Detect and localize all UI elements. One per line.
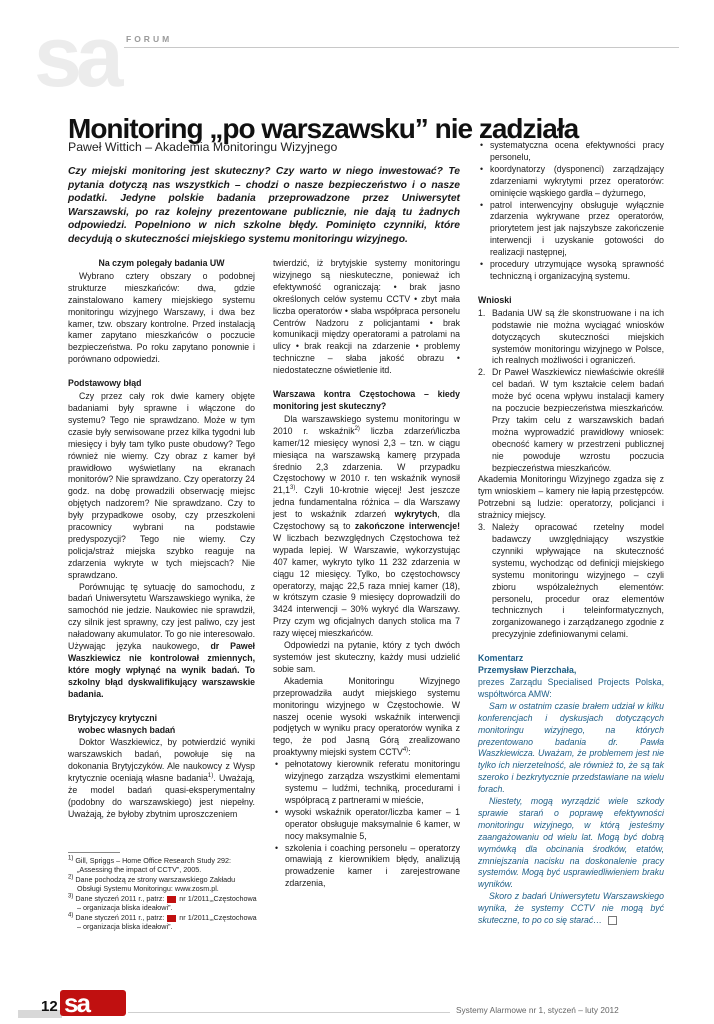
- paragraph: Dla warszawskiego systemu monitoringu w 2010 r. wskaźnik$^{2)}$ liczba zdarzeń/liczba kamer/12 miesięcy wynosi 2,3 – tzn. w ciągu miesiąca na warszawską kamerę przypada średnio 2,3 zdarzenia. W przypadku Częstochowy w 2010 r. ten wskaźnik wynosił 21,1$^{3)}$. Czyli 10-krotnie więcej! Jest jeszcze jedna fundamentalna różnica – dla Warszawy jest to wskaźnik zdarzeń wykrytych, dla Częstochowy są to zakończone interwencje! W liczbach bezwzględnych Częstochowa też wypada lepiej. W Warszawie, wykorzystując 407 kamer, wykryto tylko 11 232 zdarzenia w ciągu 12 miesięcy. Tylko, bo częstochowscy operatorzy, mając 22,5 raza mniej kamer (18), w krótszym czasie 9 miesięcy doprowadzili do 3424 interwencji – 30% wykryć dla Warszawy. Przy czym wg oficjalnych danych stolica ma 7 razy więcej mieszkańców.: [273, 413, 461, 639]
- footnote: $^{3)}$ Dane styczeń 2011 r., patrz: nr 1/2011,„Częstochowa – organizacja bliska ideałowi”.: [68, 893, 257, 913]
- paragraph: Odpowiedzi na pytanie, który z tych dwóch systemów jest skuteczny, każdy musi udzielić sobie sam.: [273, 640, 460, 674]
- komentarz-role: prezes Zarządu Specialised Projects Polska, współtwórca AMW:: [478, 676, 664, 699]
- section-heading: Brytyjczycy krytyczni wobec własnych badań: [68, 712, 176, 735]
- paragraph: Doktor Waszkiewicz, by potwierdzić wyniki warszawskich badań, powołuje się na dokonania Brytyjczyków. Ale naukowcy z Wysp krytycznie oceniają własne badania$^{1)}$. Uważają, że model badań quasi-eksperymentalny (podobny do warszawskiego) jest niepełny. Uważają, że byłoby zbytnim uproszczeniem: [68, 737, 255, 819]
- paragraph: Porównując tę sytuację do samochodu, z badań Uniwersytetu Warszawskiego wynika, że samochód nie jedzie. Naukowiec nie sprawdził, czy silnik jest sprawny, czy jest paliwo, czy jest naładowany akumulator. To go nie interesowało. Używając języka naukowego, dr Paweł Waszkiewicz nie kontrolował zmiennych, które mogły wpłynąć na wynik badań. To szkolny błąd dyskwalifikujący warszawskie badania.: [68, 581, 255, 699]
- end-mark-icon: [608, 916, 617, 925]
- svg-text:sa: sa: [34, 20, 118, 92]
- header-rule: [124, 47, 679, 48]
- numbered-list: [478, 522, 664, 641]
- paragraph: Czy przez cały rok dwie kamery objęte badaniami były sprawne i włączone do systemu? Tego nie sprawdzano. Może w tym czasie były serwisowane przez kilka tygodni lub miesięcy i były tam tylko puste obudowy? Tego również nie wiemy. Czy obraz z kamer był prawidłowo wyświetlany na ekranach monitorów? Nie sprawdzano. Czy operatorzy 24 godz. na dobę prowadzili obserwację miejsc objętych nadzorem? Nie sprawdzano. Czy to były przypadkowe osoby, czy przeszkoleni pracownicy wybrani na podstawie predyspozycji? Tego nie wiemy. Czy policja/straż miejska szybko reaguje na zdarzenia wykryte w tych miejscach? Nie sprawdzano.: [68, 391, 255, 580]
- footnote-rule: [68, 852, 120, 853]
- paragraph: Sam w ostatnim czasie brałem udział w kilku konferencjach i dyskusjach dotyczących monitoringu wizyjnego, na których prezentowano badania dr. Pawła Waszkiewicza. Uważam, że problemem jest nie tylko ich nierzetelność, ale również to, że są tak szeroko i bezkrytycznie przedstawiane na wielu forach.: [478, 700, 664, 795]
- list-item: • wysoki wskaźnik operator/liczba kamer – 1 operator obsługuje maksymalnie 6 kamer, w nocy maksymalnie 5,: [285, 807, 460, 843]
- section-label: FORUM: [126, 34, 173, 44]
- section-heading: Warszawa kontra Częstochowa – kiedy monitoring jest skuteczny?: [273, 389, 460, 411]
- numbered-list: [478, 308, 664, 475]
- section-heading: Wnioski: [478, 294, 512, 305]
- column-2: [273, 258, 460, 890]
- column-1: [68, 258, 255, 821]
- section-heading: Na czym polegały badania UW: [98, 258, 225, 268]
- list-item: 3. Należy opracować rzetelny model badawczy uwzględniający wszystkie czynniki wpływające na skuteczność systemu, wychodząc od definicji miejskiego systemu monitoringu wizyjnego – czyli zbioru współzależnych elementów: personelu, procedur oraz elementów technicznych i teleinformatycznych, zorganizowanego i zarządzanego zgodnie z precyzyjnie zdefiniowanymi celami.: [478, 522, 664, 640]
- footnote: $^{4)}$ Dane styczeń 2011 r., patrz: nr 1/2011,„Częstochowa – organizacja bliska ideałowi”.: [68, 912, 257, 932]
- section-heading: Podstawowy błąd: [68, 378, 142, 389]
- list-item: 1. Badania UW są źle skonstruowane i na ich podstawie nie można wyciągać wniosków dotyczących skuteczności miejskich systemów monitoringu wizyjnego w Polsce, ich realnych możliwości i ograniczeń.: [478, 307, 664, 366]
- column-3: [478, 140, 664, 927]
- footnote: $^{1)}$ Gill, Spriggs – Home Office Research Study 292: „Assessing the impact of CCTV”, 2005.: [68, 855, 232, 875]
- paragraph: Skoro z badań Uniwersytetu Warszawskiego wynika, że systemy CCTV nie mogą być skuteczne, to po co się starać…: [478, 891, 664, 926]
- list-item: • koordynatorzy (dysponenci) zarządzający zdarzeniami wykrytymi przez operatorów: ominięcie wąskiego gardła – dyżurnego,: [490, 164, 664, 200]
- article-lead: Czy miejski monitoring jest skuteczny? Czy warto w niego inwestować? Te pytania dotyczą nas wszystkich – chodzi o nasze bezpieczeństwo i o nasze podatki. Jedyne polskie badania przeprowadzone przez Uniwersytet Warszawski, po raz kolejny prezentowane publicznie, nie dają tu żadnych odpowiedzi. Popelniono w nich szkolne błędy. Pominięto czynniki, które decydują o skuteczności miejskiego systemu monitoringu wizyjnego.: [68, 166, 460, 245]
- footer-rule: [128, 1012, 450, 1013]
- list-item: • systematyczna ocena efektywności pracy personelu,: [490, 140, 664, 164]
- list-item: • procedury utrzymujące wysoką sprawność techniczną i organizacyjną systemu.: [490, 259, 664, 283]
- list-item: • patrol interwencyjny obsługuje wyłącznie zdarzenia wykrywane przez operatorów, priorytetem jest jak najszybsze zakończenie interwencji i uzyskanie gotowości do realizacji następnej,: [490, 200, 664, 260]
- list-item: • pełnotatowy kierownik referatu monitoringu wizyjnego zarządza wszystkimi elementami systemu – ludźmi, techniką, procedurami i współpracą z partnerami w mieście,: [285, 759, 460, 807]
- footnote: $^{2)}$ Dane pochodzą ze strony warszawskiego Zakładu Obsługi Systemu Monitoringu: www.zosm.pl.: [68, 874, 236, 894]
- list-item: 2. Dr Paweł Waszkiewicz niewłaściwie określił cel badań. W tym kształcie celem badań może być ocena wpływu instalacji kamery na poczucie bezpieczeństwa mieszkańców. Przy takim celu z warszawskich badań można wyprowadzić prawidłowy wniosek: obecność kamery w przestrzeni publicznej nie powoduje wzrostu poczucia bezpieczeństwa mieszkańców.: [478, 367, 664, 473]
- footnotes: [68, 856, 260, 932]
- list-item: • szkolenia i coaching personelu – operatorzy omawiają z kierownikiem błędy, analizują prowadzenie kamer i zarejestrowane zdarzenia,: [285, 843, 460, 891]
- komentarz-author: Przemysław Pierzchała,: [478, 665, 577, 676]
- article-title: Monitoring „po warszawsku” nie zadziała: [68, 112, 579, 144]
- page-number: 12: [41, 998, 58, 1015]
- bullet-list: [273, 759, 460, 890]
- article-author: Paweł Wittich – Akademia Monitoringu Wizyjnego: [68, 140, 338, 154]
- paragraph: Akademia Monitoringu Wizyjnego zgadza się z tym wnioskiem – kamery nie łapią przestępców. Potrzebni są ludzie: operatorzy, policjanci i strażnicy miejscy.: [478, 474, 664, 521]
- paragraph: twierdzić, iż brytyjskie systemy monitoringu wizyjnego są nieskuteczne, ponieważ ich efektywność ograniczają: • brak jasno określonych celów systemu CCTV • zbyt mała liczba operatorów • słaba współpraca personelu Centrów Nadzoru z policjantami • brak komunikacji między operatorami a patrolami na ulicy • brak reakcji na zdarzenie • problemy techniczne – słaba jakość obrazu • niedostateczne oświetlenie itd.: [273, 258, 460, 376]
- komentarz-heading: Komentarz: [478, 653, 524, 664]
- komentarz-box: [478, 653, 664, 927]
- paragraph: Akademia Monitoringu Wizyjnego przeprowadziła audyt miejskiego systemu monitoringu wizyjnego w Częstochowie. W naszej ocenie wysoki wskaźnik interwencji podjętych w wyniku pracy operatorów wynika z tego, że pod Jasną Górą zrealizowano proaktywny miejski system CCTV$^{4)}$:: [273, 675, 460, 758]
- magazine-issue: Systemy Alarmowe nr 1, styczeń – luty 2012: [456, 1005, 619, 1015]
- paragraph: Wybrano cztery obszary o podobnej strukturze mieszkańców: dwa, gdzie zainstalowano kamery miejskiego systemu monitoringu wizyjnego Warszawy, i dwa bez kamer, tzw. obszary kontrolne. Przed instalacją kamer zapytano mieszkańców o poczucie bezpieczeństwa. Po roku zapytano ponownie i porównano odpowiedzi.: [68, 270, 255, 365]
- sa-logo-icon: [60, 988, 126, 1016]
- brand-watermark-logo: [34, 20, 124, 92]
- sa-mini-logo-icon: [167, 915, 176, 922]
- svg-text:sa: sa: [64, 988, 89, 1016]
- bullet-list: [478, 140, 664, 283]
- paragraph: Niestety, mogą wyrządzić wiele szkody sprawie starań o poprawę efektywności monitoringu wizyjnego, w którą jesteśmy zaangażowaniu od wielu lat. Mogą być dobrą wymówką dla obcinania środków, etatów, zmniejszania nacisku na doskonalenie pracy systemów. Mogą być usprawiedliwieniem braku wyników.: [478, 796, 664, 890]
- sa-mini-logo-icon: [167, 896, 176, 903]
